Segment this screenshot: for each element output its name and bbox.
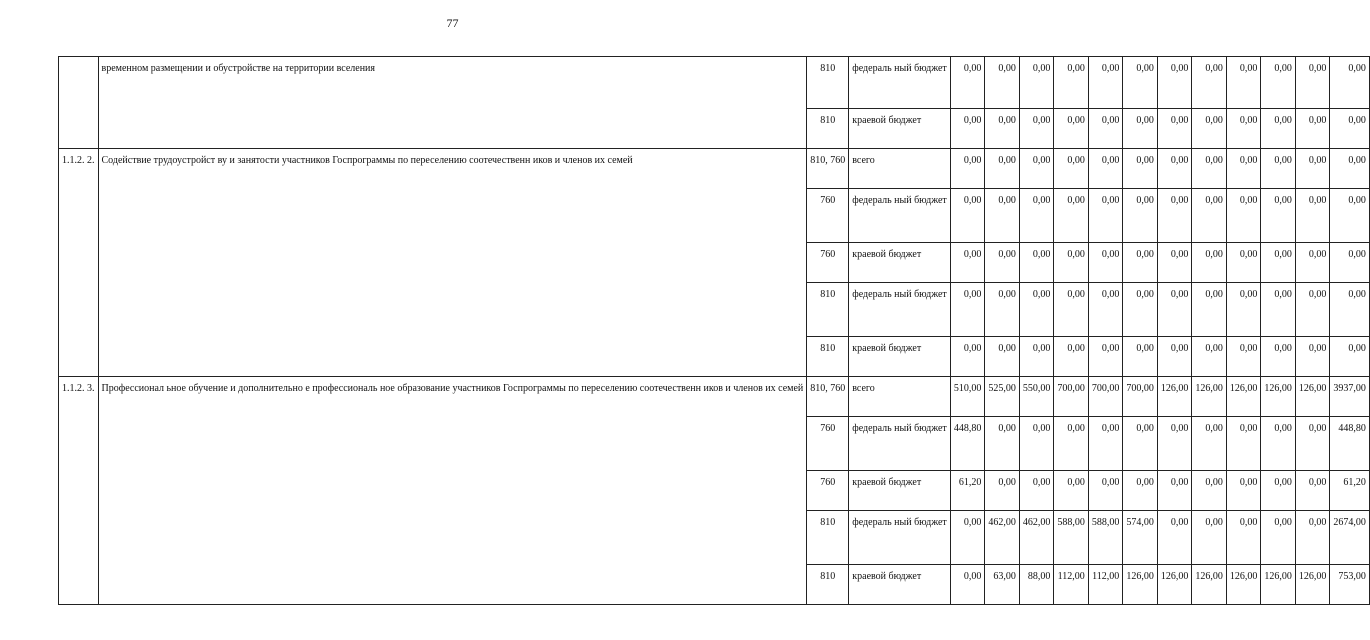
total-value-cell: 2674,00 [1330,511,1370,565]
value-cell: 0,00 [1054,243,1089,283]
value-cell: 0,00 [1088,243,1123,283]
value-cell: 0,00 [1123,149,1158,189]
value-cell: 0,00 [1295,109,1330,149]
value-cell: 0,00 [950,337,985,377]
budget-code-cell: 810 [807,283,849,337]
value-cell: 0,00 [1157,57,1192,109]
value-cell: 0,00 [985,149,1020,189]
value-cell: 0,00 [1054,57,1089,109]
funding-source-cell: федераль ный бюджет [849,57,951,109]
value-cell: 0,00 [1088,471,1123,511]
value-cell: 0,00 [950,243,985,283]
value-cell: 0,00 [1192,109,1227,149]
value-cell: 0,00 [1261,337,1296,377]
value-cell: 0,00 [1054,417,1089,471]
value-cell: 126,00 [1261,565,1296,605]
value-cell: 0,00 [1088,57,1123,109]
value-cell: 0,00 [985,417,1020,471]
value-cell: 462,00 [985,511,1020,565]
value-cell: 448,80 [950,417,985,471]
total-value-cell: 0,00 [1330,337,1370,377]
value-cell: 0,00 [1261,511,1296,565]
value-cell: 0,00 [985,243,1020,283]
value-cell: 0,00 [1192,337,1227,377]
value-cell: 0,00 [1261,149,1296,189]
value-cell: 510,00 [950,377,985,417]
value-cell: 0,00 [1261,189,1296,243]
value-cell: 0,00 [1088,109,1123,149]
total-value-cell: 61,20 [1330,471,1370,511]
value-cell: 0,00 [1088,417,1123,471]
value-cell: 0,00 [1192,471,1227,511]
value-cell: 0,00 [985,337,1020,377]
value-cell: 0,00 [1054,109,1089,149]
value-cell: 112,00 [1054,565,1089,605]
value-cell: 0,00 [1019,417,1054,471]
item-description-cell: временном размещении и обустройстве на территории вселения [98,57,807,149]
budget-code-cell: 760 [807,189,849,243]
value-cell: 0,00 [1019,149,1054,189]
value-cell: 0,00 [1054,189,1089,243]
value-cell: 0,00 [1088,149,1123,189]
total-value-cell: 3937,00 [1330,377,1370,417]
budget-code-cell: 760 [807,417,849,471]
funding-source-cell: федераль ный бюджет [849,283,951,337]
value-cell: 0,00 [1226,511,1261,565]
value-cell: 0,00 [985,283,1020,337]
value-cell: 0,00 [1123,243,1158,283]
value-cell: 0,00 [1054,337,1089,377]
funding-source-cell: федераль ный бюджет [849,511,951,565]
value-cell: 0,00 [1295,243,1330,283]
value-cell: 462,00 [1019,511,1054,565]
funding-source-cell: федераль ный бюджет [849,189,951,243]
budget-code-cell: 810, 760 [807,149,849,189]
table-row [59,377,1370,417]
value-cell: 0,00 [1192,417,1227,471]
total-value-cell: 448,80 [1330,417,1370,471]
value-cell: 0,00 [1157,471,1192,511]
value-cell: 0,00 [1019,109,1054,149]
value-cell: 0,00 [1157,511,1192,565]
value-cell: 126,00 [1226,565,1261,605]
value-cell: 0,00 [1088,337,1123,377]
value-cell: 0,00 [1295,511,1330,565]
item-description-cell: Содействие трудоустройст ву и занятости участников Госпрограммы по переселению соотечественн иков и членов их семей [98,149,807,377]
budget-code-cell: 810 [807,337,849,377]
total-value-cell: 0,00 [1330,149,1370,189]
value-cell: 0,00 [1157,109,1192,149]
value-cell: 588,00 [1088,511,1123,565]
value-cell: 126,00 [1192,565,1227,605]
value-cell: 0,00 [1261,471,1296,511]
value-cell: 0,00 [950,511,985,565]
value-cell: 0,00 [985,57,1020,109]
value-cell: 0,00 [1123,337,1158,377]
budget-code-cell: 810 [807,511,849,565]
value-cell: 0,00 [1192,283,1227,337]
value-cell: 0,00 [1123,417,1158,471]
value-cell: 0,00 [1261,417,1296,471]
value-cell: 0,00 [1019,471,1054,511]
value-cell: 0,00 [1295,283,1330,337]
value-cell: 0,00 [1157,243,1192,283]
total-value-cell: 753,00 [1330,565,1370,605]
value-cell: 126,00 [1157,565,1192,605]
value-cell: 0,00 [1054,149,1089,189]
value-cell: 126,00 [1123,565,1158,605]
value-cell: 0,00 [1088,283,1123,337]
budget-code-cell: 810 [807,57,849,109]
budget-code-cell: 810 [807,565,849,605]
value-cell: 0,00 [1226,417,1261,471]
value-cell: 0,00 [1261,109,1296,149]
total-value-cell: 0,00 [1330,283,1370,337]
value-cell: 0,00 [1019,57,1054,109]
funding-source-cell: краевой бюджет [849,337,951,377]
value-cell: 126,00 [1261,377,1296,417]
item-description-cell: Профессионал ьное обучение и дополнительно е профессиональ ное образование участников Госпрограммы по переселению соотечественн иков и членов их семей [98,377,807,605]
value-cell: 0,00 [1261,57,1296,109]
value-cell: 0,00 [985,109,1020,149]
value-cell: 0,00 [1157,417,1192,471]
value-cell: 0,00 [1295,417,1330,471]
funding-source-cell: краевой бюджет [849,471,951,511]
value-cell: 0,00 [1261,283,1296,337]
value-cell: 0,00 [985,189,1020,243]
value-cell: 0,00 [1226,57,1261,109]
table-body [59,57,1370,605]
value-cell: 0,00 [1088,189,1123,243]
value-cell: 0,00 [1295,471,1330,511]
value-cell: 0,00 [1123,57,1158,109]
budget-code-cell: 810, 760 [807,377,849,417]
value-cell: 0,00 [1192,243,1227,283]
value-cell: 700,00 [1054,377,1089,417]
value-cell: 700,00 [1123,377,1158,417]
value-cell: 0,00 [950,109,985,149]
value-cell: 700,00 [1088,377,1123,417]
total-value-cell: 0,00 [1330,189,1370,243]
value-cell: 0,00 [1123,471,1158,511]
total-value-cell: 0,00 [1330,57,1370,109]
value-cell: 126,00 [1192,377,1227,417]
value-cell: 0,00 [1192,189,1227,243]
value-cell: 0,00 [950,149,985,189]
funding-source-cell: всего [849,149,951,189]
value-cell: 0,00 [1157,189,1192,243]
value-cell: 0,00 [1054,471,1089,511]
budget-code-cell: 760 [807,471,849,511]
budget-code-cell: 760 [807,243,849,283]
value-cell: 0,00 [1019,189,1054,243]
value-cell: 0,00 [1226,149,1261,189]
budget-code-cell: 810 [807,109,849,149]
budget-table [58,56,1370,605]
value-cell: 0,00 [1123,109,1158,149]
value-cell: 0,00 [1226,243,1261,283]
value-cell: 0,00 [1192,511,1227,565]
value-cell: 126,00 [1295,565,1330,605]
funding-source-cell: краевой бюджет [849,565,951,605]
value-cell: 0,00 [1192,57,1227,109]
value-cell: 0,00 [1157,337,1192,377]
value-cell: 0,00 [1019,337,1054,377]
value-cell: 0,00 [950,565,985,605]
value-cell: 126,00 [1295,377,1330,417]
value-cell: 63,00 [985,565,1020,605]
value-cell: 0,00 [1226,283,1261,337]
value-cell: 0,00 [1019,243,1054,283]
value-cell: 0,00 [1295,57,1330,109]
page-number: 77 [446,16,459,30]
value-cell: 126,00 [1226,377,1261,417]
value-cell: 0,00 [1054,283,1089,337]
value-cell: 0,00 [1226,337,1261,377]
value-cell: 0,00 [1157,149,1192,189]
value-cell: 0,00 [1295,189,1330,243]
value-cell: 88,00 [1019,565,1054,605]
value-cell: 112,00 [1088,565,1123,605]
value-cell: 574,00 [1123,511,1158,565]
value-cell: 0,00 [1019,283,1054,337]
total-value-cell: 0,00 [1330,243,1370,283]
value-cell: 550,00 [1019,377,1054,417]
funding-source-cell: краевой бюджет [849,243,951,283]
funding-source-cell: краевой бюджет [849,109,951,149]
value-cell: 588,00 [1054,511,1089,565]
value-cell: 0,00 [1226,189,1261,243]
value-cell: 0,00 [950,57,985,109]
item-number-cell [59,57,99,149]
funding-source-cell: всего [849,377,951,417]
value-cell: 126,00 [1157,377,1192,417]
table-row [59,149,1370,189]
value-cell: 0,00 [1157,283,1192,337]
value-cell: 0,00 [950,283,985,337]
value-cell: 0,00 [985,471,1020,511]
item-number-cell: 1.1.2. 2. [59,149,99,377]
total-value-cell: 0,00 [1330,109,1370,149]
value-cell: 61,20 [950,471,985,511]
value-cell: 525,00 [985,377,1020,417]
value-cell: 0,00 [950,189,985,243]
item-number-cell: 1.1.2. 3. [59,377,99,605]
value-cell: 0,00 [1295,337,1330,377]
table-row [59,57,1370,109]
value-cell: 0,00 [1295,149,1330,189]
value-cell: 0,00 [1192,149,1227,189]
value-cell: 0,00 [1123,283,1158,337]
value-cell: 0,00 [1226,109,1261,149]
value-cell: 0,00 [1261,243,1296,283]
value-cell: 0,00 [1226,471,1261,511]
value-cell: 0,00 [1123,189,1158,243]
funding-source-cell: федераль ный бюджет [849,417,951,471]
